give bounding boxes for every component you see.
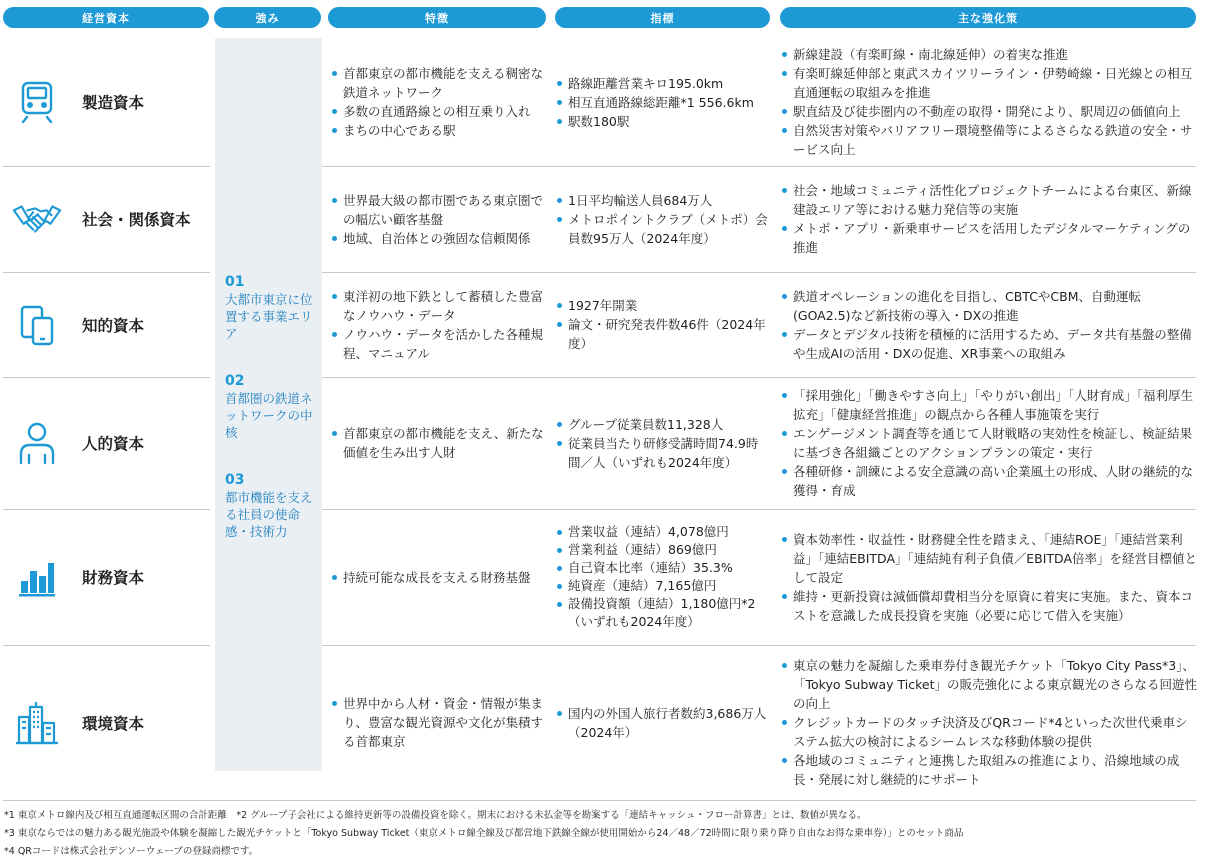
feature-item: 多数の直通路線との相互乗り入れ: [330, 102, 548, 121]
initiative-item: 資本効率性・収益性・財務健全性を踏まえ、「連結ROE」「連結営業利益」「連結EBITDA」「連結純有利子負債／EBITDA倍率」を経営目標値として設定: [780, 530, 1198, 587]
initiative-item: 維持・更新投資は減価償却費相当分を原資に着実に実施。また、資本コストを意識した成長投資を実施（必要に応じて借入を実施）: [780, 587, 1198, 625]
indicator-item: メトロポイントクラブ（メトポ）会員数95万人（2024年度）: [555, 210, 770, 248]
initiative-item: 各種研修・訓練による安全意識の高い企業風土の形成、人財の継続的な獲得・育成: [780, 462, 1198, 500]
initiatives-cell: [780, 166, 1198, 272]
initiative-item: メトポ・アプリ・新乗車サービスを活用したデジタルマーケティングの推進: [780, 219, 1198, 257]
feature-item: 世界中から人材・資金・情報が集まり、豊富な観光資源や文化が集積する首都東京: [330, 694, 548, 751]
feature-item: 東洋初の地下鉄として蓄積した豊富なノウハウ・データ: [330, 287, 548, 325]
initiative-item: 社会・地域コミュニティ活性化プロジェクトチームによる台東区、新線建設エリア等における魅力発信等の実施: [780, 181, 1198, 219]
features-cell: [330, 272, 548, 377]
feature-item: まちの中心である駅: [330, 121, 548, 140]
city-icon: [12, 700, 62, 746]
features-cell: [330, 166, 548, 272]
initiative-item: 新線建設（有楽町線・南北線延伸）の着実な推進: [780, 45, 1198, 64]
indicator-item: 営業利益（連結）869億円: [555, 541, 770, 559]
header-capital: 経営資本: [3, 7, 209, 28]
devices-icon: [12, 302, 62, 348]
handshake-icon: [12, 196, 62, 242]
header-initiatives: 主な強化策: [780, 7, 1196, 28]
initiative-item: データとデジタル技術を積極的に活用するため、データ共有基盤の整備や生成AIの活用・DXの促進、XR事業への取組み: [780, 325, 1198, 363]
capital-name: 人的資本: [82, 435, 145, 453]
initiative-item: 鉄道オペレーションの進化を目指し、CBTCやCBM、自動運転(GOA2.5)など新技術の導入・DXの推進: [780, 287, 1198, 325]
capital-financial: [0, 509, 210, 645]
indicator-item: 1日平均輸送人員684万人: [555, 191, 770, 210]
initiative-item: 「採用強化」「働きやすさ向上」「やりがい創出」「人財育成」「福利厚生拡充」「健康経営推進」の観点から各種人事施策を実行: [780, 386, 1198, 424]
initiative-item: 自然災害対策やバリアフリー環境整備等によるさらなる鉄道の安全・サービス向上: [780, 121, 1198, 159]
indicator-item: 1927年開業: [555, 296, 770, 315]
capital-environmental: [0, 645, 210, 800]
person-icon: [12, 420, 62, 466]
capital-name: 製造資本: [82, 94, 145, 112]
feature-item: ノウハウ・データを活かした各種規程、マニュアル: [330, 325, 548, 363]
strength-number: 03: [225, 472, 245, 488]
initiative-item: エンゲージメント調査等を通じて人財戦略の実効性を検証し、検証結果に基づき各組織ごとのアクションプランの策定・実行: [780, 424, 1198, 462]
capital-manufacturing: [0, 38, 210, 166]
strength-number: 01: [225, 274, 245, 290]
footnote: *4 QRコードは株式会社デンソーウェーブの登録商標です。: [4, 846, 259, 857]
feature-item: 首都東京の都市機能を支える稠密な鉄道ネットワーク: [330, 64, 548, 102]
indicators-cell: [555, 166, 770, 272]
initiatives-cell: [780, 377, 1198, 509]
features-cell: [330, 645, 548, 800]
indicators-cell: [555, 509, 770, 645]
features-cell: [330, 38, 548, 166]
initiative-item: 東京の魅力を凝縮した乗車券付き観光チケット「Tokyo City Pass*3」、「Tokyo Subway Ticket」の販売強化による東京観光のさらなる回遊性の向上: [780, 656, 1198, 713]
initiatives-cell: [780, 645, 1198, 800]
bar-chart-icon: [12, 554, 62, 600]
feature-item: 地域、自治体との強固な信頼関係: [330, 229, 548, 248]
indicator-item: 駅数180駅: [555, 112, 770, 131]
features-cell: [330, 377, 548, 509]
indicator-item: 純資産（連結）7,165億円: [555, 577, 770, 595]
strength-number: 02: [225, 373, 245, 389]
header-features: 特徴: [328, 7, 546, 28]
footnote: *3 東京ならではの魅力ある観光施設や体験を凝縮した観光チケットと「Tokyo Subway Ticket（東京メトロ線全線及び都営地下鉄線全線が使用開始から24／48／72時間に限り乗り降り自由なお得な乗車券）」とのセット商品: [4, 828, 964, 839]
indicator-item: 従業員当たり研修受講時間74.9時間／人（いずれも2024年度）: [555, 434, 770, 472]
strength-item: [225, 273, 321, 342]
indicators-cell: [555, 38, 770, 166]
indicators-cell: [555, 377, 770, 509]
capital-social: [0, 166, 210, 272]
indicator-item: 論文・研究発表件数46件（2024年度）: [555, 315, 770, 353]
initiative-item: 各地域のコミュニティと連携した取組みの推進により、沿線地域の成長・発展に対し継続的にサポート: [780, 751, 1198, 789]
feature-item: 首都東京の都市機能を支え、新たな価値を生み出す人財: [330, 424, 548, 462]
indicator-item: 相互直通路線総距離*1 556.6km: [555, 93, 770, 112]
initiative-item: クレジットカードのタッチ決済及びQRコード*4といった次世代乗車システム拡大の検討によるシームレスな移動体験の提供: [780, 713, 1198, 751]
indicator-item: 設備投資額（連結）1,180億円*2（いずれも2024年度）: [555, 595, 770, 631]
strength-text: 都市機能を支える社員の使命感・技術力: [225, 490, 313, 539]
indicators-cell: [555, 272, 770, 377]
capital-name: 知的資本: [82, 316, 145, 335]
train-icon: [12, 79, 62, 125]
initiatives-cell: [780, 272, 1198, 377]
initiatives-cell: [780, 38, 1198, 166]
indicator-item: 営業収益（連結）4,078億円: [555, 523, 770, 541]
feature-item: 持続可能な成長を支える財務基盤: [330, 568, 548, 587]
initiatives-cell: [780, 509, 1198, 645]
strength-text: 首都圏の鉄道ネットワークの中核: [225, 391, 313, 440]
capital-name: 環境資本: [82, 714, 145, 733]
feature-item: 世界最大級の都市圏である東京圏での幅広い顧客基盤: [330, 191, 548, 229]
indicators-cell: [555, 645, 770, 800]
capital-intellectual: [0, 272, 210, 377]
row-divider: [3, 800, 1196, 801]
indicator-item: グループ従業員数11,328人: [555, 415, 770, 434]
indicator-item: 国内の外国人旅行者数約3,686万人（2024年）: [555, 704, 770, 742]
footnote: *1 東京メトロ線内及び相互直通運転区間の合計距離 *2 グループ子会社による維持更新等の設備投資を除く。期末における未払金等を勘案する「連結キャッシュ・フロー計算書」とは、数値が異なる。: [4, 810, 867, 821]
strength-text: 大都市東京に位置する事業エリア: [225, 292, 313, 341]
indicator-item: 自己資本比率（連結）35.3%: [555, 559, 770, 577]
header-strength: 強み: [214, 7, 321, 28]
initiative-item: 駅直結及び徒歩圏内の不動産の取得・開発により、駅周辺の価値向上: [780, 102, 1198, 121]
capital-name: 財務資本: [82, 569, 145, 587]
capital-name: 社会・関係資本: [82, 211, 191, 229]
features-cell: [330, 509, 548, 645]
header-indicators: 指標: [555, 7, 770, 28]
capital-human: [0, 377, 210, 509]
initiative-item: 有楽町線延伸部と東武スカイツリーライン・伊勢崎線・日光線との相互直通運転の取組みを推進: [780, 64, 1198, 102]
indicator-item: 路線距離営業キロ195.0km: [555, 74, 770, 93]
strength-item: [225, 471, 321, 540]
strength-item: [225, 372, 321, 441]
